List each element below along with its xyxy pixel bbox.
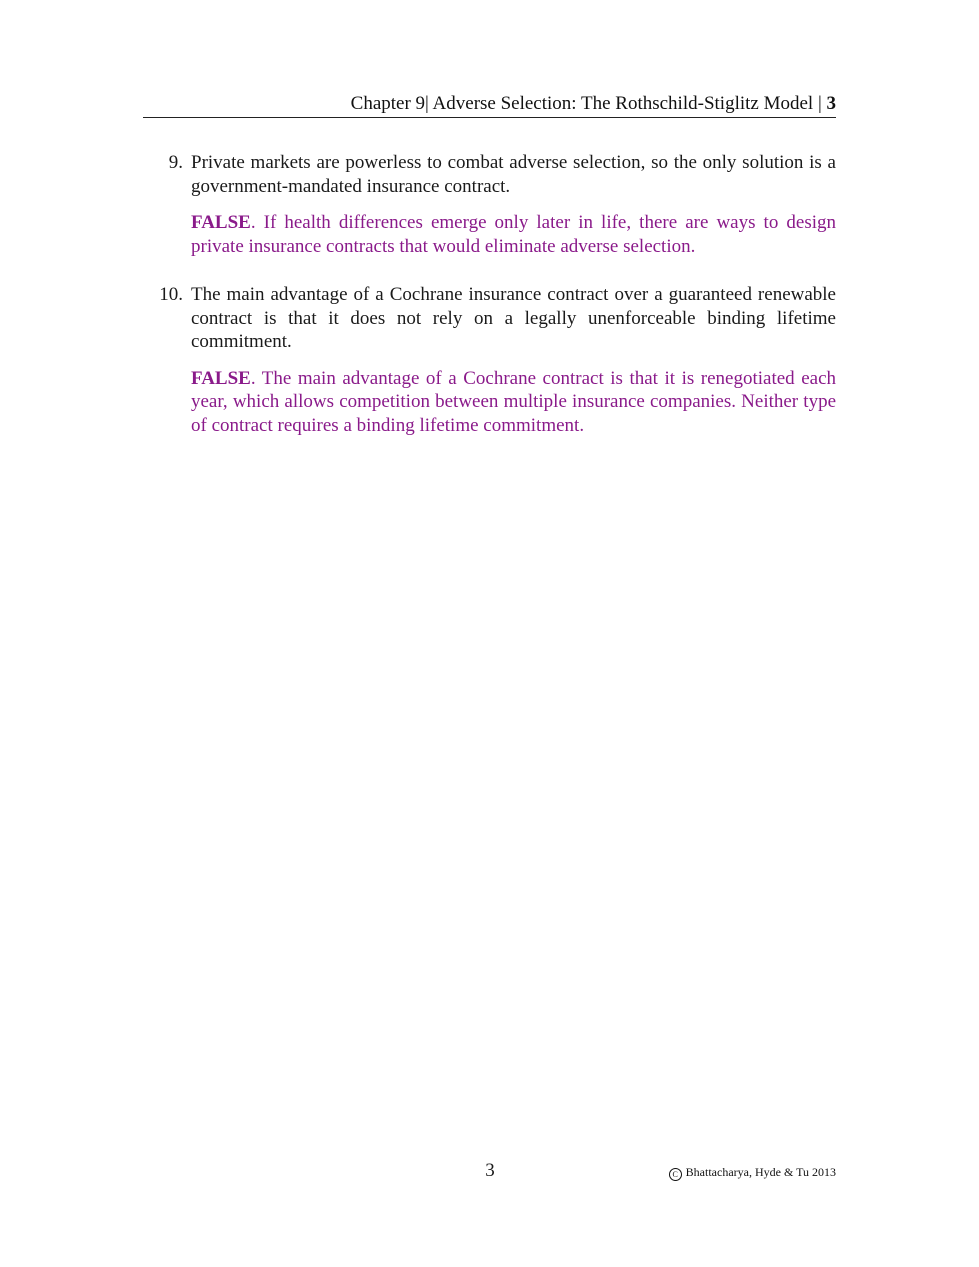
question-number: 9.	[168, 152, 183, 173]
question-item	[143, 283, 836, 437]
question-item	[143, 151, 836, 258]
answer-explanation: . If health differences emerge only later in life, there are ways to design private insurance contracts that would eliminate adverse selection.	[191, 212, 836, 257]
answer	[191, 211, 836, 258]
answer-verdict: FALSE	[191, 367, 251, 389]
running-header	[143, 92, 836, 116]
question-text: Private markets are powerless to combat adverse selection, so the only solution is a government-mandated insurance contract.	[191, 152, 836, 197]
question-number: 10.	[159, 284, 183, 305]
answer-explanation: . The main advantage of a Cochrane contract is that it is renegotiated each year, which allows competition between multiple insurance companies. Neither type of contract requires a binding lifetime commitment.	[191, 367, 836, 436]
chapter-title: Chapter 9| Adverse Selection: The Rothschild-Stiglitz Model |	[350, 93, 822, 114]
header-rule	[143, 117, 836, 118]
header-page-number: 3	[826, 93, 836, 114]
question-text: The main advantage of a Cochrane insurance contract over a guaranteed renewable contract is that it does not rely on a legally unenforceable binding lifetime commitment.	[191, 284, 836, 352]
copyright-icon: C	[669, 1168, 682, 1181]
footer-page-number: 3	[485, 1160, 495, 1181]
footer-copyright	[669, 1165, 836, 1181]
answer	[191, 367, 836, 438]
answer-verdict: FALSE	[191, 212, 251, 233]
copyright-text: Bhattacharya, Hyde & Tu 2013	[685, 1165, 836, 1179]
